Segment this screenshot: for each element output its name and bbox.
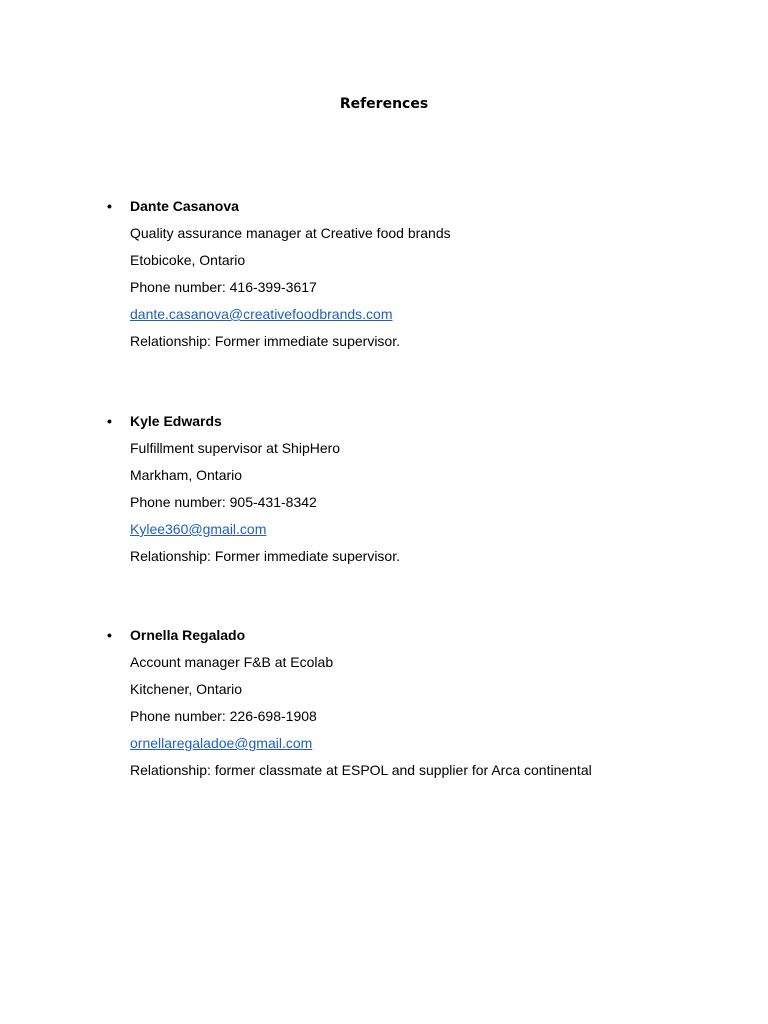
reference-location: Markham, Ontario <box>130 467 243 483</box>
reference-phone: Phone number: 416-399-3617 <box>130 279 317 295</box>
reference-phone: Phone number: 226-698-1908 <box>130 708 317 724</box>
document-title: References <box>339 96 429 112</box>
reference-entry <box>107 622 730 784</box>
reference-location: Kitchener, Ontario <box>130 681 243 697</box>
reference-relationship: Relationship: former classmate at ESPOL and supplier for Arca continental <box>130 762 592 778</box>
reference-entry <box>107 408 730 570</box>
reference-email-link[interactable]: Kylee360@gmail.com <box>130 521 267 537</box>
bullet-point: • <box>107 413 112 429</box>
reference-email-line <box>130 301 730 328</box>
reference-email-line <box>130 730 730 757</box>
reference-relationship: Relationship: Former immediate supervisor. <box>130 548 400 564</box>
bullet-point: • <box>107 627 112 643</box>
reference-name <box>107 622 730 649</box>
reference-position: Fulfillment supervisor at ShipHero <box>130 440 341 456</box>
reference-name-text: Kyle Edwards <box>130 413 222 429</box>
reference-position: Account manager F&B at Ecolab <box>130 654 334 670</box>
reference-name <box>107 408 730 435</box>
reference-name-text: Ornella Regalado <box>130 627 246 643</box>
bullet-point: • <box>107 198 112 214</box>
reference-email-link[interactable]: ornellaregaladoe@gmail.com <box>130 735 313 751</box>
reference-email-link[interactable]: dante.casanova@creativefoodbrands.com <box>130 306 393 322</box>
reference-relationship: Relationship: Former immediate supervisor. <box>130 333 400 349</box>
reference-location: Etobicoke, Ontario <box>130 252 246 268</box>
reference-entry <box>107 193 730 355</box>
reference-phone: Phone number: 905-431-8342 <box>130 494 317 510</box>
reference-name-text: Dante Casanova <box>130 198 239 214</box>
reference-position: Quality assurance manager at Creative food brands <box>130 225 451 241</box>
reference-name <box>107 193 730 220</box>
reference-email-line <box>130 516 730 543</box>
